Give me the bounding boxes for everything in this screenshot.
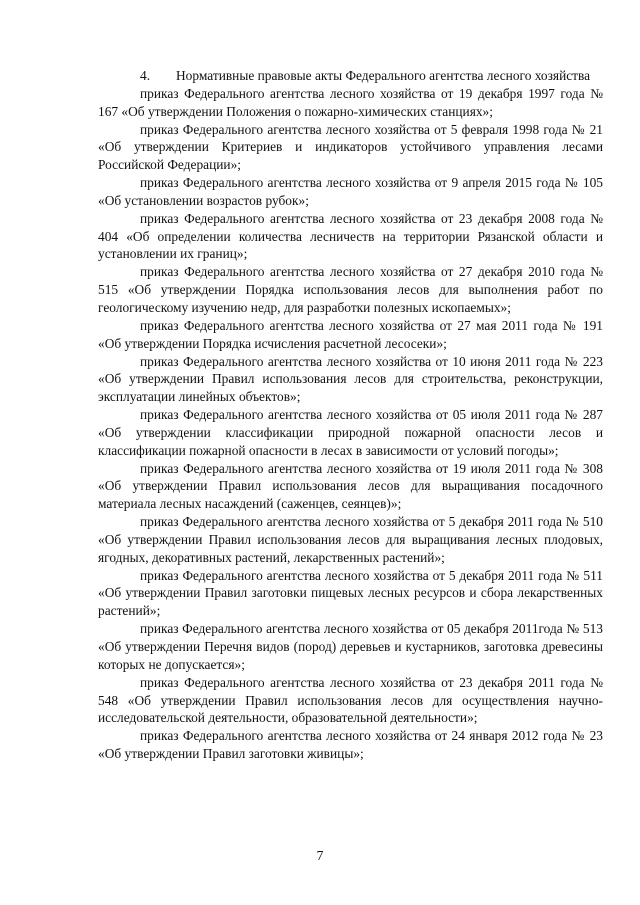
order-paragraph: приказ Федерального агентства лесного хозяйства от 19 декабря 1997 года № 167 «Об утверждении Положения о пожарно-химических станциях»;	[98, 85, 603, 119]
order-paragraph: приказ Федерального агентства лесного хозяйства от 27 декабря 2010 года № 515 «Об утверждении Порядка использования лесов для выполнения работ по геологическому изучению недр, для разработки полезных ископаемых»;	[98, 264, 603, 315]
page-number: 7	[316, 848, 324, 863]
order-paragraph: приказ Федерального агентства лесного хозяйства от 5 декабря 2011 года № 511 «Об утверждении Правил заготовки пищевых лесных ресурсов и сбора лекарственных растений»;	[98, 567, 603, 619]
order-paragraph: приказ Федерального агентства лесного хозяйства от 05 декабря 2011года № 513 «Об утверждении Перечня видов (пород) деревьев и кустарников, заготовка древесины которых не допускается»;	[98, 621, 603, 672]
order-paragraph: приказ Федерального агентства лесного хозяйства от 05 июля 2011 года № 287 «Об утверждении классификации природной пожарной опасности лесов и классификации пожарной опасности в лесах в зависимости от условий погоды»;	[98, 407, 603, 458]
order-paragraph: приказ Федерального агентства лесного хозяйства от 27 мая 2011 года № 191 «Об утверждении Порядка исчисления расчетной лесосеки»;	[98, 317, 603, 351]
order-paragraph: приказ Федерального агентства лесного хозяйства от 19 июля 2011 года № 308 «Об утверждении Правил использования лесов для выращивания посадочного материала лесных насаждений (саженцев, сеянцев)»;	[98, 460, 603, 512]
section-heading	[98, 67, 603, 85]
order-paragraph: приказ Федерального агентства лесного хозяйства от 23 декабря 2011 года № 548 «Об утверждении Правил использования лесов для осуществления научно-исследовательской деятельности, образовательной деятельности»;	[98, 674, 603, 726]
section-number: 4.	[140, 68, 151, 83]
order-paragraph: приказ Федерального агентства лесного хозяйства от 9 апреля 2015 года № 105 «Об установлении возрастов рубок»;	[98, 175, 603, 208]
section-title: Нормативные правовые акты Федерального агентства лесного хозяйства	[176, 68, 591, 83]
order-paragraph: приказ Федерального агентства лесного хозяйства от 24 января 2012 года № 23 «Об утверждении Правил заготовки живицы»;	[98, 728, 603, 762]
order-paragraph: приказ Федерального агентства лесного хозяйства от 10 июня 2011 года № 223 «Об утверждении Правил использования лесов для строительства, реконструкции, эксплуатации линейных объектов»;	[98, 353, 603, 405]
order-paragraph: приказ Федерального агентства лесного хозяйства от 5 февраля 1998 года № 21 «Об утверждении Критериев и индикаторов устойчивого управления лесами Российской Федерации»;	[98, 121, 603, 173]
order-paragraph: приказ Федерального агентства лесного хозяйства от 5 декабря 2011 года № 510 «Об утверждении Правил использования лесов для выращивания лесных плодовых, ягодных, декоративных растений, лекарственных растений»;	[98, 514, 603, 565]
order-paragraph: приказ Федерального агентства лесного хозяйства от 23 декабря 2008 года № 404 «Об определении количества лесничеств на территории Рязанской области и установлении их границ»;	[98, 210, 603, 262]
